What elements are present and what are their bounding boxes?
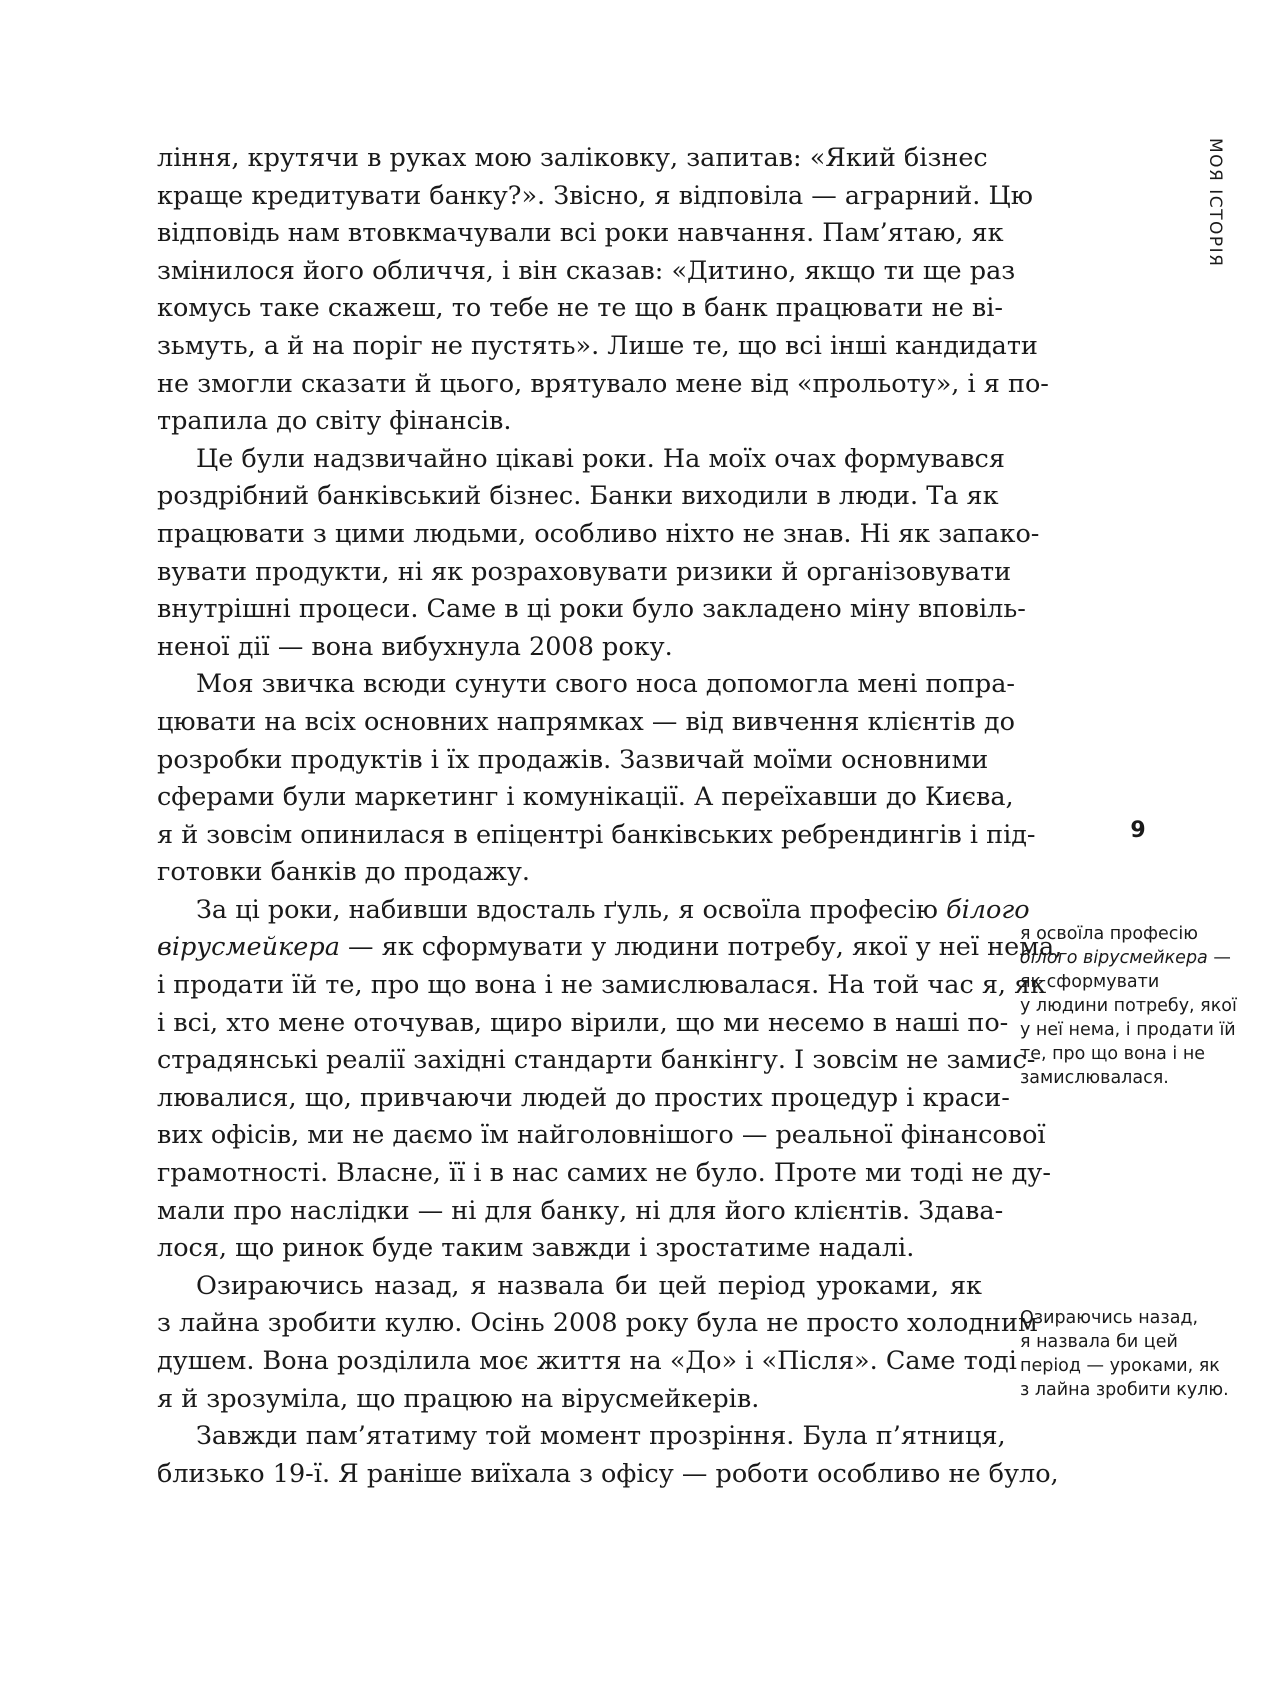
text-line: неної дії — вона вибухнула 2008 року. [157, 631, 673, 662]
text-line: Озираючись назад, я назвала би цей період уроками, як [196, 1270, 982, 1301]
text-line: внутрішні процеси. Саме в ці роки було закладено міну вповіль- [157, 594, 1026, 625]
margin-note-line: Озираючись назад, [1020, 1308, 1199, 1328]
margin-note-line [1020, 946, 1240, 970]
margin-note [1020, 1306, 1240, 1402]
margin-note-line: період — уроками, як [1020, 1356, 1220, 1376]
paragraph-2 [157, 441, 1040, 667]
margin-note-line: як сформувати [1020, 972, 1160, 992]
text-line: працювати з цими людьми, особливо ніхто не знав. Ні як запако- [157, 518, 1040, 549]
text-line: зьмуть, а й на поріг не пустять». Лише те, що всі інші кандидати [157, 330, 1038, 361]
text-line: страдянські реалії західні стандарти банкінгу. І зовсім не замис- [157, 1045, 1036, 1076]
text-line: вувати продукти, ні як розраховувати ризики й організовувати [157, 556, 1012, 587]
text-line: я й зовсім опинилася в епіцентрі банківських ребрендингів і під- [157, 819, 1036, 850]
text-line: не змогли сказати й цього, врятувало мене від «прольоту», і я по- [157, 368, 1049, 399]
text-line: мали про наслідки — ні для банку, ні для його клієнтів. Здава- [157, 1195, 1004, 1226]
text-line: трапила до світу фінансів. [157, 406, 512, 437]
margin-note-line: замислювалася. [1020, 1068, 1169, 1088]
page-number: 9 [1130, 818, 1146, 843]
running-head [1203, 138, 1233, 268]
text-line: грамотності. Власне, її і в нас самих не було. Проте ми тоді не ду- [157, 1158, 1051, 1189]
text-line: готовки банків до продажу. [157, 857, 530, 888]
paragraph-3 [157, 666, 1036, 892]
text-line: розробки продуктів і їх продажів. Зазвичай моїми основними [157, 744, 989, 775]
text-line: Це були надзвичайно цікаві роки. На моїх очах формувався [196, 443, 1005, 474]
paragraph-1 [157, 140, 1049, 441]
text-line: відповідь нам втовкмачували всі роки навчання. Пам’ятаю, як [157, 218, 1004, 249]
text-segment: — як сформувати у людини потребу, якої у неї нема, [339, 932, 1063, 963]
text-line [157, 892, 1030, 930]
text-line: і продати їй те, про що вона і не замислювалася. На той час я, як [157, 970, 1047, 1001]
text-segment: За ці роки, набивши вдосталь ґуль, я освоїла професію [196, 894, 947, 925]
text-line: вих офісів, ми не даємо їм найголовнішого — реальної фінансової [157, 1120, 1046, 1151]
text-line: краще кредитувати банку?». Звісно, я відповіла — аграрний. Цю [157, 180, 1033, 211]
text-line: комусь таке скажеш, то тебе не те що в банк працювати не ві- [157, 293, 1003, 324]
text-line: сферами були маркетинг і комунікації. А переїхавши до Києва, [157, 782, 1014, 813]
paragraph-4 [157, 892, 1063, 1268]
text-line [157, 929, 1063, 967]
text-line: лювалися, що, привчаючи людей до простих процедур і краси- [157, 1082, 1010, 1113]
margin-note-line: з лайна зробити кулю. [1020, 1380, 1229, 1400]
italic-term: білого [946, 894, 1030, 925]
paragraph-6 [157, 1418, 1059, 1493]
text-line: з лайна зробити кулю. Осінь 2008 року була не просто холодним [157, 1308, 1038, 1339]
italic-term: вірусмейкера [157, 932, 340, 963]
text-line: душем. Вона розділила моє життя на «До» і «Після». Саме тоді [157, 1346, 1017, 1376]
margin-note-line: я назвала би цей [1020, 1332, 1178, 1352]
text-line: Завжди пам’ятатиму той момент прозріння. Була п’ятниця, [196, 1421, 1006, 1452]
margin-note-line: те, про що вона і не [1020, 1044, 1206, 1064]
main-text [157, 140, 1063, 1493]
text-line: ління, крутячи в руках мою заліковку, запитав: «Який бізнес [157, 143, 988, 173]
running-head-text: МОЯ ІСТОРІЯ [1205, 138, 1225, 268]
margin-note-line: у людини потребу, якої [1020, 996, 1237, 1016]
text-line: близько 19-ї. Я раніше виїхала з офісу — роботи особливо не було, [157, 1458, 1059, 1489]
text-line: Моя звичка всюди сунути свого носа допомогла мені попра- [196, 669, 1016, 700]
margin-note-line: я освоїла професію [1020, 924, 1198, 944]
text-line: роздрібний банківський бізнес. Банки виходили в люди. Та як [157, 481, 999, 512]
italic-term: білого вірусмейкера [1020, 948, 1208, 968]
text-line: цювати на всіх основних напрямках — від вивчення клієнтів до [157, 706, 1015, 737]
paragraph-5 [157, 1268, 1038, 1418]
text-line: змінилося його обличчя, і він сказав: «Дитино, якщо ти ще раз [157, 255, 1016, 286]
text-line: лося, що ринок буде таким завжди і зростатиме надалі. [157, 1233, 915, 1264]
text-segment: — [1207, 948, 1231, 968]
margin-note-line: у неї нема, і продати їй [1020, 1020, 1236, 1040]
text-line: я й зрозуміла, що працюю на вірусмейкерів. [157, 1383, 760, 1414]
text-line: і всі, хто мене оточував, щиро вірили, що ми несемо в наші по- [157, 1007, 1009, 1038]
margin-note [1020, 922, 1240, 1090]
